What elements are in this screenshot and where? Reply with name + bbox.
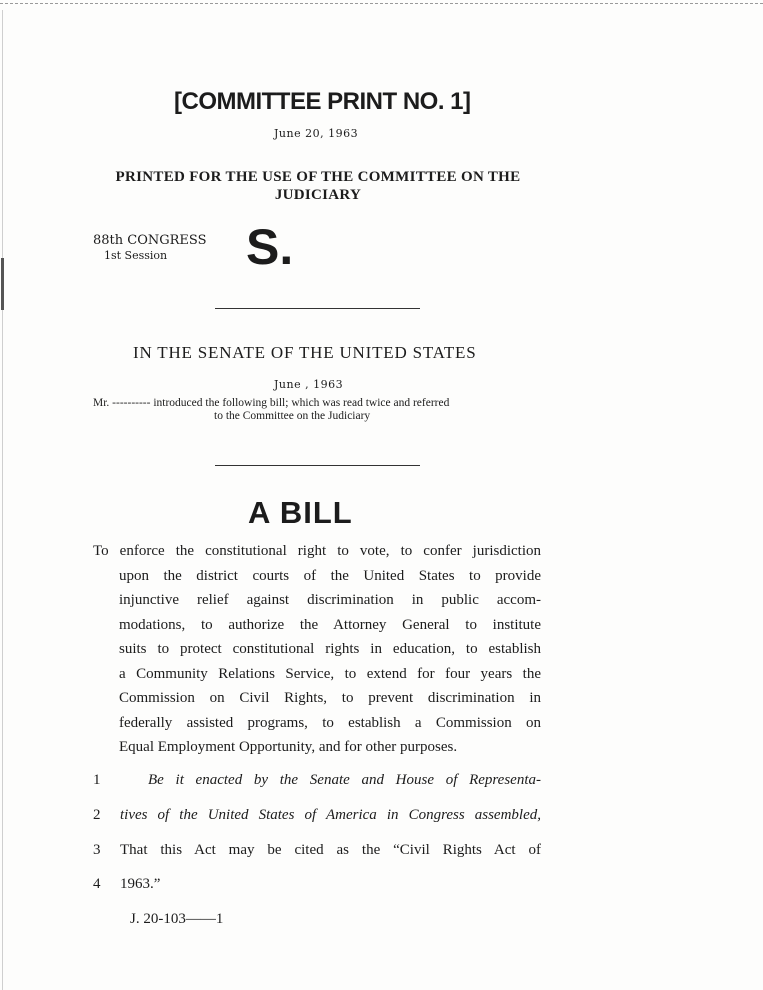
- line-number: 2: [93, 807, 101, 823]
- purpose-line: upon the district courts of the United States to provide: [119, 567, 541, 584]
- purpose-line: injunctive relief against discrimination in public accom-: [119, 592, 541, 608]
- divider-top: [215, 308, 420, 309]
- printed-for-notice: [93, 168, 543, 204]
- purpose-line: federally assisted programs, to establish a Commission on: [119, 714, 541, 731]
- purpose-line: Equal Employment Opportunity, and for other purposes.: [119, 739, 458, 755]
- intro-line-1: Mr. ---------- introduced the following bill; which was read twice and referred: [93, 397, 450, 409]
- line-number: 1: [93, 772, 101, 788]
- senate-heading: IN THE SENATE OF THE UNITED STATES: [133, 343, 477, 362]
- intro-line-2: to the Committee on the Judiciary: [214, 410, 371, 422]
- document-code: J. 20-103——1: [130, 911, 224, 927]
- scan-mark: [1, 258, 4, 310]
- session: 1st Session: [104, 249, 168, 262]
- purpose-line: suits to protect constitutional rights in education, to establish: [119, 641, 541, 657]
- enacting-clause-line: tives of the United States of America in Congress assembled,: [120, 807, 541, 823]
- short-title-line: That this Act may be cited as the “Civil Rights Act of: [120, 842, 541, 858]
- congress-info: [93, 233, 207, 263]
- enacting-clause-line: Be it enacted by the Senate and House of Representa-: [148, 772, 541, 788]
- committee-print-title: [COMMITTEE PRINT NO. 1]: [174, 88, 471, 115]
- purpose-line: Commission on Civil Rights, to prevent discrimination in: [119, 690, 541, 706]
- scan-edge-top: [0, 3, 763, 4]
- divider-bottom: [215, 465, 420, 466]
- scan-edge-left: [2, 10, 3, 990]
- senate-date: June , 1963: [274, 378, 344, 391]
- congress-number: 88th CONGRESS: [93, 233, 207, 248]
- purpose-line: modations, to authorize the Attorney General to institute: [119, 616, 541, 633]
- printed-for-line-1: PRINTED FOR THE USE OF THE COMMITTEE ON THE: [115, 169, 521, 185]
- line-number: 4: [93, 876, 101, 892]
- purpose-line: a Community Relations Service, to extend for four years the: [119, 665, 541, 682]
- purpose-line: To enforce the constitutional right to vote, to confer jurisdiction: [93, 543, 541, 559]
- bill-purpose: [93, 539, 541, 760]
- short-title-line: 1963.”: [120, 876, 161, 892]
- bill-prefix: S.: [246, 219, 294, 275]
- printed-for-line-2: JUDICIARY: [274, 187, 362, 203]
- line-number: 3: [93, 842, 101, 858]
- bill-title: A BILL: [248, 495, 353, 530]
- print-date: June 20, 1963: [274, 127, 359, 140]
